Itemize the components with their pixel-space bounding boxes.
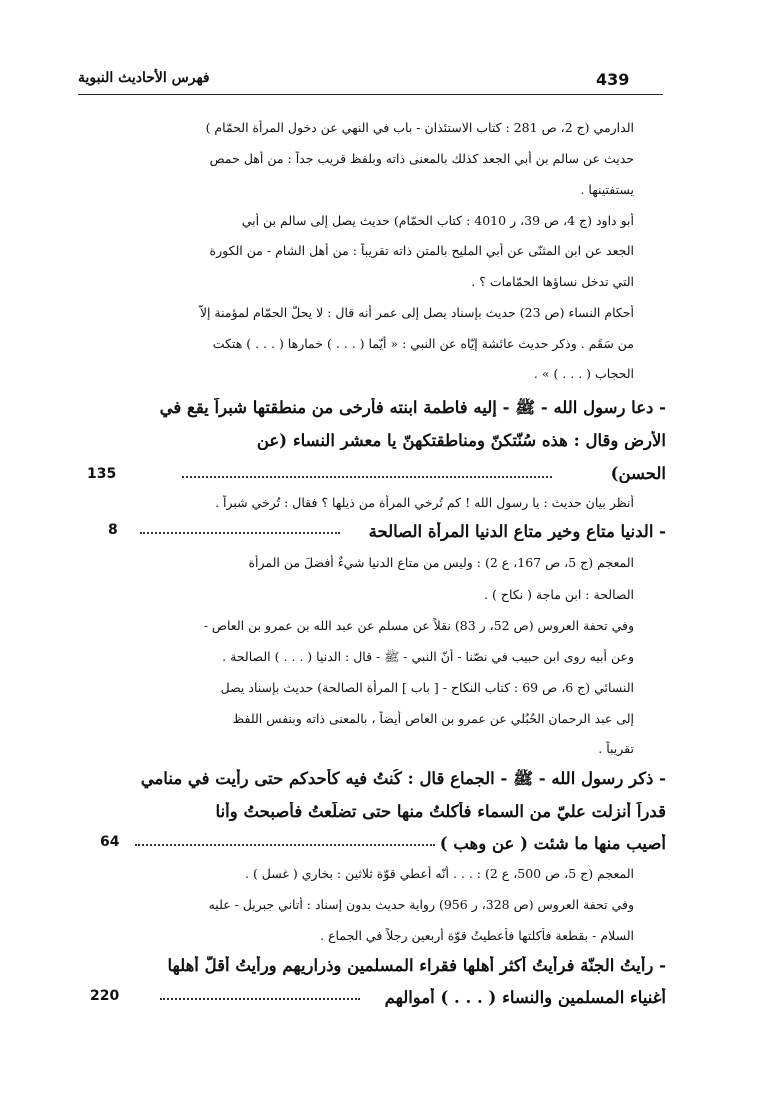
hadith-line: أغنياء المسلمين والنساء ( . . . ) أموالهم [384,988,666,1007]
page-number: 439 [596,70,630,89]
hadith-line: - دعا رسول الله - ﷺ - إليه فاطمة ابنته فأرخى من منطقتها شبراً يقع في [159,398,666,417]
hadith-line: الأرض وقال : هذه سُنّتكنّ ومناطقتكهنّ يا معشر النساء (عن [256,431,666,450]
leader-dots [135,836,435,854]
running-header-title: فهرس الأحاديث النبوية [78,70,210,86]
leader-dots [140,524,340,542]
note-line: المعجم (ج 5، ص 167، ع 2) : وليس من متاع الدنيا شيءٌ أفضلَ من المرأة [248,555,634,570]
hadith-page-ref: 135 [87,466,117,482]
header-rule [78,94,663,95]
note-line: الدارمي (ج 2، ص 281 : كتاب الاستئذان - باب في النهي عن دخول المرأة الحمّام ) [205,120,634,135]
note-line: حديث عن سالم بن أبي الجعد كذلك بالمعنى ذاته وبلفظ قريب جداً : من أهل حمص [209,151,634,166]
note-line: أبو داود (ج 4، ص 39، ر 4010 : كتاب الحمّام) حديث يصل إلى سالم بن أبي [241,213,634,228]
hadith-line: أُصيب منها ما شئت ( عن وهب ) [439,834,666,853]
hadith-page-ref: 8 [108,522,118,538]
note-line: تقريباً . [598,741,634,756]
hadith-line: الحسن) [610,464,666,483]
hadith-page-ref: 64 [100,834,120,850]
note-line: وفي تحفة العروس (ص 328، ر 956) رواية حديث بدون إسناد : أتاني جبريل - عليه [208,897,634,912]
note-line: السلام - بقطعة فأكلتها فأعطيتُ قوّة أربعين رجلاً في الجماع . [320,928,634,943]
hadith-line: قدراً أُنزلت عليّ من السماء فأكلتُ منها حتى تضلّعتُ فأصبحتُ وأنا [215,802,666,821]
note-line: التي تدخل نساؤها الحمّامات ؟ . [471,274,634,289]
note-line: أحكام النساء (ص 23) حديث بإسناد يصل إلى عمر أنه قال : لا يحلّ الحمّام لمؤمنة إلاّ [199,305,634,320]
note-line: إلى عبد الرحمان الحُبُلي عن عمرو بن العاص أيضاً ، بالمعنى ذاته وبنفس اللفظ [232,711,634,726]
leader-dots [182,468,552,486]
note-line: المعجم (ج 5، ص 500، ع 2) : . . . أنّه أُعطي قوّة ثلاثين : بخاري ( غسل ) . [245,866,634,881]
note-line: الحجاب ( . . . ) » . [533,366,634,381]
hadith-line: - ذكر رسول الله - ﷺ - الجماع قال : كُنتُ فيه كأحدكم حتى رأيت في منامي [140,769,666,788]
note-line: النسائي (ج 6، ص 69 : كتاب النكاح - [ باب ] المرأة الصالحة) حديث بإسناد يصل [220,680,634,695]
hadith-line: - رأيتُ الجنّة فرأيتُ أكثر أهلها فقراء المسلمين وذراريهم ورأيتُ أقلّ أهلها [167,956,666,975]
leader-dots [160,990,360,1008]
note-line: من سَقَم . وذكر حديث عائشة إيّاه عن النبي : « أيّما ( . . . ) خمارها ( . . . ) هتكت [212,336,634,351]
hadith-line: - الدنيا متاع وخير متاع الدنيا المرأة الصالحة [368,522,666,541]
note-line: وفي تحفة العروس (ص 52، ر 83) نقلاً عن مسلم عن عبد الله بن عمرو بن العاص - [203,618,634,633]
note-line: أنظر بيان حديث : يا رسول الله ! كم تُرخي المرأة من ذيلها ؟ فقال : تُرخي شبراً . [215,495,634,510]
note-line: وعن أبيه روى ابن حبيب في نصّنا - أنّ النبي - ﷺ - قال : الدنيا ( . . . ) الصالحة . [222,649,634,664]
note-line: الجعد عن ابن المثنّى عن أبي المليح بالمتن ذاته تقريباً : من أهل الشام - من الكورة [209,243,634,258]
hadith-page-ref: 220 [90,988,120,1004]
note-line: الصالحة : ابن ماجة ( نكاح ) . [484,587,634,602]
note-line: يستفتينها . [580,182,634,197]
